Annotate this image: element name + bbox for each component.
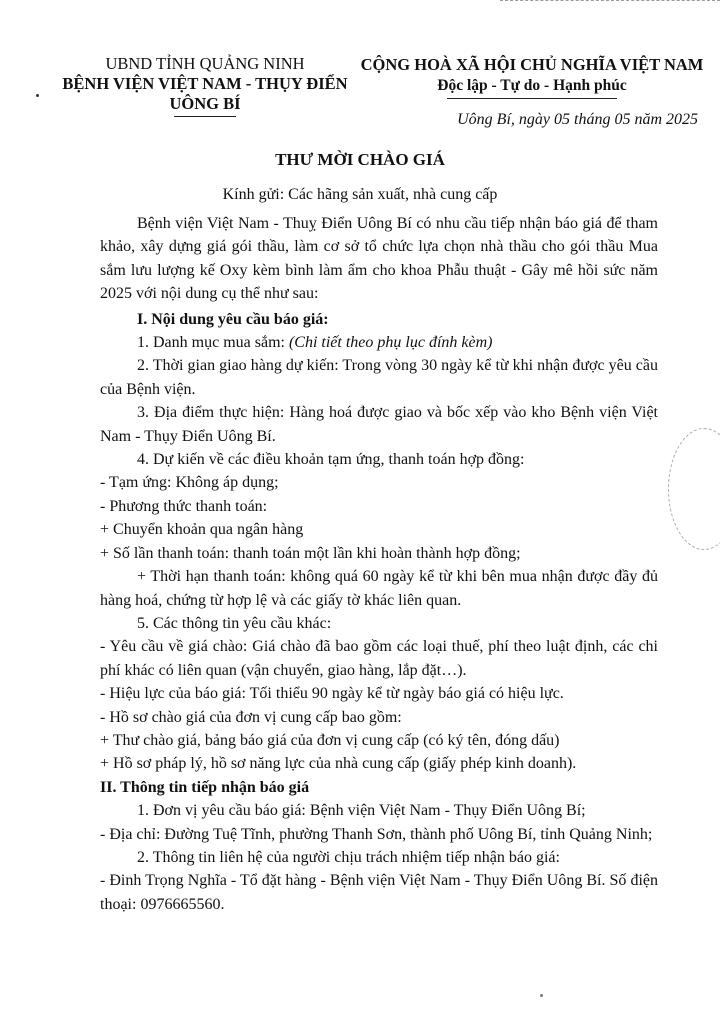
section-1-item-4b2: + Số lần thanh toán: thanh toán một lần khi hoàn thành hợp đồng; [100,544,521,562]
motto-underline [447,98,617,99]
country-name: CỘNG HOÀ XÃ HỘI CHỦ NGHĨA VIỆT NAM [360,55,704,74]
place-date: Uông Bí, ngày 05 tháng 05 năm 2025 [457,111,698,128]
section-2-item-1: 1. Đơn vị yêu cầu báo giá: Bệnh viện Việt Nam - Thụy Điển Uông Bí; [137,802,586,820]
scan-dot [36,94,39,97]
section-2-item-1-address: - Địa chỉ: Đường Tuệ Tĩnh, phường Thanh Sơn, thành phố Uông Bí, tỉnh Quảng Ninh; [100,825,653,843]
section-1-item-4b1: + Chuyển khoản qua ngân hàng [100,521,304,539]
section-1-item-4b3: + Thời hạn thanh toán: không quá 60 ngày kể từ khi bên mua nhận được đầy đủ hàng hoá, chứng từ hợp lệ và các giấy tờ khác liên quan. [100,568,658,609]
section-1-item-5c: - Hồ sơ chào giá của đơn vị cung cấp bao gồm: [100,708,402,726]
section-1-item-2: 2. Thời gian giao hàng dự kiến: Trong vòng 30 ngày kể từ khi nhận được yêu cầu của Bệnh viện. [100,357,658,398]
section-1-heading: I. Nội dung yêu cầu báo giá: [137,310,329,328]
section-2-item-2-contact: - Đinh Trọng Nghĩa - Tổ đặt hàng - Bệnh viện Việt Nam - Thụy Điển Uông Bí. Số điện thoại: 0976665560. [100,872,658,913]
hospital-name-line2: UÔNG BÍ [169,94,241,113]
item-1-label: 1. Danh mục mua sắm: [137,334,289,352]
national-motto-block [352,54,712,99]
section-1-item-3: 3. Địa điểm thực hiện: Hàng hoá được giao và bốc xếp vào kho Bệnh viện Việt Nam - Thụy Điển Uông Bí. [100,404,658,445]
section-1-item-4a: - Tạm ứng: Không áp dụng; [100,474,279,492]
section-1-item-1 [100,331,658,354]
section-2-heading: II. Thông tin tiếp nhận báo giá [100,778,310,796]
top-dashed-rule [500,0,720,2]
scan-dot-bottom [540,994,543,997]
issuer-block [50,54,360,117]
hospital-name: BỆNH VIỆN VIỆT NAM - THỤY ĐIỂN [62,74,348,93]
section-1-item-5a: - Yêu cầu về giá chào: Giá chào đã bao gồm các loại thuế, phí theo luật định, các chi phí khác có liên quan (vận chuyển, giao hàng, lắp đặt…). [100,638,658,679]
motto: Độc lập - Tự do - Hạnh phúc [437,77,627,94]
section-1-item-5: 5. Các thông tin yêu cầu khác: [137,614,332,632]
section-1-item-5c1: + Thư chào giá, bảng báo giá của đơn vị cung cấp (có ký tên, đóng dấu) [100,731,560,749]
section-1-item-5b: - Hiệu lực của báo giá: Tối thiểu 90 ngày kể từ ngày báo giá có hiệu lực. [100,685,564,703]
section-2-item-2: 2. Thông tin liên hệ của người chịu trách nhiệm tiếp nhận báo giá: [137,848,560,866]
partial-stamp-mark [668,428,720,550]
section-1-item-5c2: + Hồ sơ pháp lý, hồ sơ năng lực của nhà cung cấp (giấy phép kinh doanh). [100,755,577,773]
document-title: THƯ MỜI CHÀO GIÁ [275,150,445,169]
parent-authority: UBND TỈNH QUẢNG NINH [105,54,305,73]
document-body [100,212,658,916]
greeting: Kính gửi: Các hãng sản xuất, nhà cung cấp [222,186,498,203]
issuer-underline [174,116,236,117]
section-1-item-4b: - Phương thức thanh toán: [100,497,268,515]
item-1-value: (Chi tiết theo phụ lục đính kèm) [288,334,493,352]
intro-paragraph: Bệnh viện Việt Nam - Thuỵ Điển Uông Bí có nhu cầu tiếp nhận báo giá để tham khảo, xây dựng giá gói thầu, làm cơ sở tổ chức lựa chọn nhà thầu cho gói thầu Mua sắm lưu lượng kế Oxy kèm bình làm ẩm cho khoa Phẫu thuật - Gây mê hồi sức năm 2025 với nội dung cụ thể như sau: [100,215,658,303]
section-1-item-4: 4. Dự kiến về các điều khoản tạm ứng, thanh toán hợp đồng: [137,451,525,469]
